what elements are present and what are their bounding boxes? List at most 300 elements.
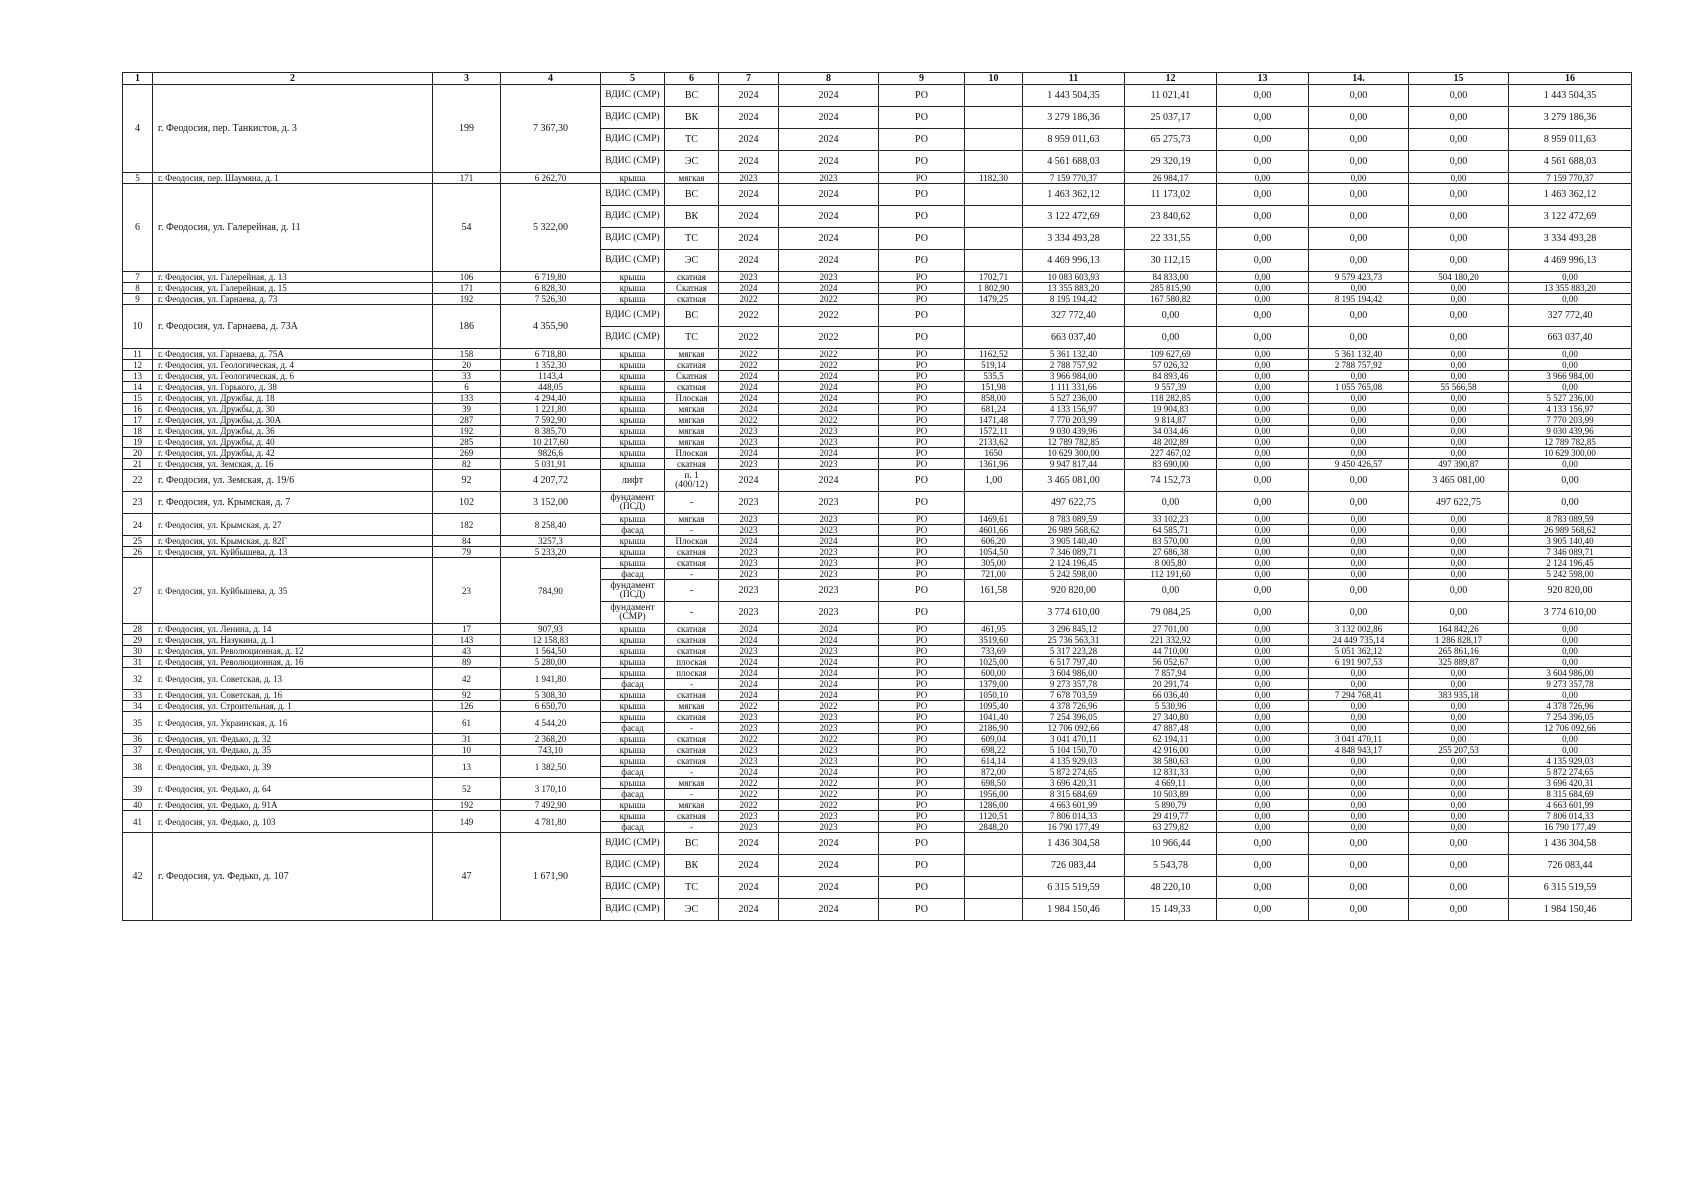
column-12-cell: 5 890,79: [1125, 800, 1217, 811]
column-8-cell: 2022: [779, 778, 879, 789]
column-16-cell: 0,00: [1509, 294, 1632, 305]
column-8-cell: 2024: [779, 690, 879, 701]
row-number-cell: 16: [123, 404, 153, 415]
column-6-cell: скатная: [665, 646, 719, 657]
column-15-cell: 0,00: [1409, 327, 1509, 349]
column-13-cell: 0,00: [1217, 250, 1309, 272]
column-13-cell: 0,00: [1217, 767, 1309, 778]
column-6-cell: плоская: [665, 668, 719, 679]
column-12-cell: 62 194,11: [1125, 734, 1217, 745]
column-13-cell: 0,00: [1217, 822, 1309, 833]
row-number-cell: 40: [123, 800, 153, 811]
column-9-cell: РО: [879, 624, 965, 635]
column-4-cell: 6 828,30: [501, 283, 601, 294]
column-13-cell: 0,00: [1217, 360, 1309, 371]
column-13-cell: 0,00: [1217, 283, 1309, 294]
table-row: [123, 283, 1632, 294]
table-row: [123, 657, 1632, 668]
column-3-cell: 20: [433, 360, 501, 371]
column-10-cell: 2186,90: [965, 723, 1023, 734]
column-11-cell: 5 317 223,28: [1023, 646, 1125, 657]
column-11-cell: 1 984 150,46: [1023, 899, 1125, 921]
column-12-cell: 65 275,73: [1125, 129, 1217, 151]
column-11-cell: 9 273 357,78: [1023, 679, 1125, 690]
column-15-cell: 0,00: [1409, 206, 1509, 228]
column-15-cell: 0,00: [1409, 756, 1509, 767]
column-15-cell: 0,00: [1409, 184, 1509, 206]
address-cell: г. Феодосия, ул. Федько, д. 103: [153, 811, 433, 833]
column-12-cell: 56 052,67: [1125, 657, 1217, 668]
column-8-cell: 2023: [779, 437, 879, 448]
column-15-cell: 0,00: [1409, 536, 1509, 547]
column-16-cell: 0,00: [1509, 646, 1632, 657]
column-8-cell: 2022: [779, 800, 879, 811]
column-9-cell: РО: [879, 283, 965, 294]
column-6-cell: ВК: [665, 107, 719, 129]
column-4-cell: 4 544,20: [501, 712, 601, 734]
column-3-cell: 61: [433, 712, 501, 734]
column-10-cell: [965, 833, 1023, 855]
column-15-cell: 0,00: [1409, 877, 1509, 899]
column-10-cell: 1050,10: [965, 690, 1023, 701]
column-15-cell: 0,00: [1409, 789, 1509, 800]
column-11-cell: 4 469 996,13: [1023, 250, 1125, 272]
column-14-cell: 0,00: [1309, 855, 1409, 877]
column-5-cell: крыша: [601, 778, 665, 789]
column-3-cell: 192: [433, 800, 501, 811]
column-10-cell: [965, 228, 1023, 250]
row-number-cell: 38: [123, 756, 153, 778]
column-11-cell: 7 770 203,99: [1023, 415, 1125, 426]
column-12-cell: 38 580,63: [1125, 756, 1217, 767]
column-number-8: 8: [779, 73, 879, 85]
column-7-cell: 2023: [719, 272, 779, 283]
column-4-cell: 1 941,80: [501, 668, 601, 690]
row-number-cell: 33: [123, 690, 153, 701]
column-9-cell: РО: [879, 756, 965, 767]
column-14-cell: 6 191 907,53: [1309, 657, 1409, 668]
table-row: [123, 85, 1632, 107]
column-number-1: 1: [123, 73, 153, 85]
column-3-cell: 158: [433, 349, 501, 360]
column-5-cell: ВДИС (СМР): [601, 250, 665, 272]
column-13-cell: 0,00: [1217, 723, 1309, 734]
column-6-cell: мягкая: [665, 701, 719, 712]
column-13-cell: 0,00: [1217, 657, 1309, 668]
column-7-cell: 2024: [719, 206, 779, 228]
column-5-cell: крыша: [601, 459, 665, 470]
column-3-cell: 17: [433, 624, 501, 635]
column-16-cell: 0,00: [1509, 382, 1632, 393]
table-row: [123, 404, 1632, 415]
column-16-cell: 9 030 439,96: [1509, 426, 1632, 437]
column-10-cell: 1054,50: [965, 547, 1023, 558]
column-4-cell: 1143,4: [501, 371, 601, 382]
column-14-cell: 0,00: [1309, 899, 1409, 921]
column-7-cell: 2024: [719, 679, 779, 690]
column-14-cell: 0,00: [1309, 822, 1409, 833]
row-number-cell: 12: [123, 360, 153, 371]
column-5-cell: фасад: [601, 525, 665, 536]
row-number-cell: 15: [123, 393, 153, 404]
column-5-cell: ВДИС (СМР): [601, 305, 665, 327]
column-13-cell: 0,00: [1217, 437, 1309, 448]
address-cell: г. Феодосия, ул. Крымская, д. 27: [153, 514, 433, 536]
column-6-cell: мягкая: [665, 800, 719, 811]
column-3-cell: 31: [433, 734, 501, 745]
address-cell: г. Феодосия, пер. Шаумяна, д. 1: [153, 173, 433, 184]
address-cell: г. Феодосия, ул. Галерейная, д. 11: [153, 184, 433, 272]
column-12-cell: 7 857,94: [1125, 668, 1217, 679]
column-11-cell: 10 083 603,93: [1023, 272, 1125, 283]
column-12-cell: 47 887,48: [1125, 723, 1217, 734]
column-15-cell: 0,00: [1409, 811, 1509, 822]
column-13-cell: 0,00: [1217, 514, 1309, 525]
column-number-6: 6: [665, 73, 719, 85]
column-15-cell: 0,00: [1409, 723, 1509, 734]
column-13-cell: 0,00: [1217, 349, 1309, 360]
column-8-cell: 2022: [779, 360, 879, 371]
column-4-cell: 6 718,80: [501, 349, 601, 360]
column-8-cell: 2023: [779, 580, 879, 602]
column-number-7: 7: [719, 73, 779, 85]
column-15-cell: 0,00: [1409, 602, 1509, 624]
column-11-cell: 5 527 236,00: [1023, 393, 1125, 404]
column-14-cell: 0,00: [1309, 85, 1409, 107]
column-8-cell: 2024: [779, 877, 879, 899]
column-8-cell: 2023: [779, 602, 879, 624]
address-cell: г. Феодосия, ул. Строительная, д. 1: [153, 701, 433, 712]
column-16-cell: 1 436 304,58: [1509, 833, 1632, 855]
column-9-cell: РО: [879, 547, 965, 558]
table-row: [123, 415, 1632, 426]
column-7-cell: 2024: [719, 657, 779, 668]
column-13-cell: 0,00: [1217, 85, 1309, 107]
table-row: [123, 624, 1632, 635]
row-number-cell: 6: [123, 184, 153, 272]
column-12-cell: 285 815,90: [1125, 283, 1217, 294]
column-14-cell: 0,00: [1309, 877, 1409, 899]
column-10-cell: 1162,52: [965, 349, 1023, 360]
row-number-cell: 5: [123, 173, 153, 184]
column-6-cell: мягкая: [665, 415, 719, 426]
column-12-cell: 11 021,41: [1125, 85, 1217, 107]
column-12-cell: 84 833,00: [1125, 272, 1217, 283]
column-5-cell: ВДИС (СМР): [601, 206, 665, 228]
address-cell: г. Феодосия, ул. Советская, д. 13: [153, 668, 433, 690]
column-8-cell: 2022: [779, 789, 879, 800]
column-15-cell: 255 207,53: [1409, 745, 1509, 756]
column-4-cell: 1 221,80: [501, 404, 601, 415]
column-5-cell: ВДИС (СМР): [601, 327, 665, 349]
column-12-cell: 10 966,44: [1125, 833, 1217, 855]
column-5-cell: лифт: [601, 470, 665, 492]
column-5-cell: крыша: [601, 635, 665, 646]
column-5-cell: ВДИС (СМР): [601, 228, 665, 250]
row-number-cell: 34: [123, 701, 153, 712]
column-7-cell: 2024: [719, 250, 779, 272]
column-9-cell: РО: [879, 349, 965, 360]
column-12-cell: 25 037,17: [1125, 107, 1217, 129]
column-16-cell: 12 706 092,66: [1509, 723, 1632, 734]
column-6-cell: п. 1 (400/12): [665, 470, 719, 492]
column-14-cell: 0,00: [1309, 580, 1409, 602]
column-8-cell: 2023: [779, 569, 879, 580]
column-15-cell: 0,00: [1409, 701, 1509, 712]
table-row: [123, 360, 1632, 371]
column-11-cell: 2 124 196,45: [1023, 558, 1125, 569]
column-13-cell: 0,00: [1217, 470, 1309, 492]
column-16-cell: 4 469 996,13: [1509, 250, 1632, 272]
column-13-cell: 0,00: [1217, 448, 1309, 459]
column-15-cell: 265 861,16: [1409, 646, 1509, 657]
column-14-cell: 4 848 943,17: [1309, 745, 1409, 756]
column-7-cell: 2023: [719, 492, 779, 514]
column-11-cell: 3 122 472,69: [1023, 206, 1125, 228]
row-number-cell: 26: [123, 547, 153, 558]
column-11-cell: 1 111 331,66: [1023, 382, 1125, 393]
column-11-cell: 1 443 504,35: [1023, 85, 1125, 107]
column-12-cell: 29 320,19: [1125, 151, 1217, 173]
column-12-cell: 63 279,82: [1125, 822, 1217, 833]
column-9-cell: РО: [879, 294, 965, 305]
column-6-cell: мягкая: [665, 426, 719, 437]
column-6-cell: скатная: [665, 745, 719, 756]
table-row: [123, 371, 1632, 382]
column-11-cell: 3 465 081,00: [1023, 470, 1125, 492]
column-16-cell: 6 315 519,59: [1509, 877, 1632, 899]
column-14-cell: 0,00: [1309, 492, 1409, 514]
column-10-cell: [965, 151, 1023, 173]
column-7-cell: 2023: [719, 173, 779, 184]
column-8-cell: 2023: [779, 525, 879, 536]
column-9-cell: РО: [879, 877, 965, 899]
column-11-cell: 2 788 757,92: [1023, 360, 1125, 371]
column-9-cell: РО: [879, 393, 965, 404]
column-number-5: 5: [601, 73, 665, 85]
column-6-cell: ВК: [665, 855, 719, 877]
column-14-cell: 0,00: [1309, 767, 1409, 778]
column-4-cell: 4 355,90: [501, 305, 601, 349]
column-7-cell: 2024: [719, 877, 779, 899]
column-12-cell: 0,00: [1125, 492, 1217, 514]
row-number-cell: 10: [123, 305, 153, 349]
column-9-cell: РО: [879, 129, 965, 151]
column-10-cell: 151,98: [965, 382, 1023, 393]
table-row: [123, 701, 1632, 712]
column-11-cell: 3 966 984,00: [1023, 371, 1125, 382]
address-cell: г. Феодосия, ул. Революционная, д. 12: [153, 646, 433, 657]
column-9-cell: РО: [879, 514, 965, 525]
column-9-cell: РО: [879, 85, 965, 107]
column-10-cell: 1702,71: [965, 272, 1023, 283]
column-14-cell: 0,00: [1309, 811, 1409, 822]
column-7-cell: 2024: [719, 624, 779, 635]
column-9-cell: РО: [879, 426, 965, 437]
column-9-cell: РО: [879, 448, 965, 459]
column-10-cell: [965, 85, 1023, 107]
column-14-cell: 0,00: [1309, 668, 1409, 679]
table-row: [123, 184, 1632, 206]
column-14-cell: 0,00: [1309, 547, 1409, 558]
column-13-cell: 0,00: [1217, 800, 1309, 811]
column-5-cell: крыша: [601, 536, 665, 547]
column-7-cell: 2024: [719, 855, 779, 877]
column-10-cell: [965, 305, 1023, 327]
column-12-cell: 19 904,83: [1125, 404, 1217, 415]
column-5-cell: крыша: [601, 349, 665, 360]
column-14-cell: 8 195 194,42: [1309, 294, 1409, 305]
column-14-cell: 7 294 768,41: [1309, 690, 1409, 701]
column-5-cell: крыша: [601, 294, 665, 305]
column-11-cell: 8 315 684,69: [1023, 789, 1125, 800]
column-3-cell: 47: [433, 833, 501, 921]
row-number-cell: 29: [123, 635, 153, 646]
column-3-cell: 79: [433, 547, 501, 558]
column-12-cell: 84 893,46: [1125, 371, 1217, 382]
column-3-cell: 39: [433, 404, 501, 415]
column-14-cell: 0,00: [1309, 129, 1409, 151]
table-row: [123, 173, 1632, 184]
column-5-cell: фундамент (ПСД): [601, 580, 665, 602]
column-4-cell: 4 207,72: [501, 470, 601, 492]
address-cell: г. Феодосия, ул. Дружбы, д. 36: [153, 426, 433, 437]
column-12-cell: 66 036,40: [1125, 690, 1217, 701]
column-3-cell: 54: [433, 184, 501, 272]
column-13-cell: 0,00: [1217, 734, 1309, 745]
column-10-cell: 606,20: [965, 536, 1023, 547]
column-13-cell: 0,00: [1217, 701, 1309, 712]
column-14-cell: 24 449 735,14: [1309, 635, 1409, 646]
column-9-cell: РО: [879, 228, 965, 250]
column-5-cell: крыша: [601, 426, 665, 437]
column-15-cell: 0,00: [1409, 448, 1509, 459]
column-7-cell: 2024: [719, 107, 779, 129]
column-15-cell: 0,00: [1409, 173, 1509, 184]
column-12-cell: 9 557,39: [1125, 382, 1217, 393]
column-6-cell: ВС: [665, 85, 719, 107]
column-3-cell: 102: [433, 492, 501, 514]
column-12-cell: 109 627,69: [1125, 349, 1217, 360]
address-cell: г. Феодосия, ул. Куйбышева, д. 35: [153, 558, 433, 624]
column-16-cell: 1 443 504,35: [1509, 85, 1632, 107]
column-11-cell: 8 195 194,42: [1023, 294, 1125, 305]
column-3-cell: 13: [433, 756, 501, 778]
column-7-cell: 2024: [719, 404, 779, 415]
column-4-cell: 3 170,10: [501, 778, 601, 800]
column-6-cell: -: [665, 822, 719, 833]
column-14-cell: 0,00: [1309, 173, 1409, 184]
column-8-cell: 2024: [779, 404, 879, 415]
column-11-cell: 3 905 140,40: [1023, 536, 1125, 547]
column-7-cell: 2022: [719, 360, 779, 371]
column-12-cell: 44 710,00: [1125, 646, 1217, 657]
column-13-cell: 0,00: [1217, 151, 1309, 173]
column-12-cell: 0,00: [1125, 580, 1217, 602]
column-16-cell: 920 820,00: [1509, 580, 1632, 602]
column-14-cell: 9 579 423,73: [1309, 272, 1409, 283]
column-9-cell: РО: [879, 602, 965, 624]
column-12-cell: 27 686,38: [1125, 547, 1217, 558]
address-cell: г. Феодосия, ул. Дружбы, д. 30: [153, 404, 433, 415]
column-16-cell: 10 629 300,00: [1509, 448, 1632, 459]
column-15-cell: 0,00: [1409, 800, 1509, 811]
column-11-cell: 16 790 177,49: [1023, 822, 1125, 833]
column-number-9: 9: [879, 73, 965, 85]
column-8-cell: 2024: [779, 107, 879, 129]
table-row: [123, 514, 1632, 525]
table-row: [123, 646, 1632, 657]
table-row: [123, 448, 1632, 459]
column-5-cell: крыша: [601, 547, 665, 558]
column-8-cell: 2024: [779, 679, 879, 690]
column-5-cell: фасад: [601, 789, 665, 800]
column-10-cell: [965, 877, 1023, 899]
address-cell: г. Феодосия, ул. Галерейная, д. 15: [153, 283, 433, 294]
column-3-cell: 182: [433, 514, 501, 536]
column-5-cell: крыша: [601, 393, 665, 404]
column-14-cell: 0,00: [1309, 679, 1409, 690]
column-15-cell: 0,00: [1409, 580, 1509, 602]
column-6-cell: скатная: [665, 294, 719, 305]
column-5-cell: крыша: [601, 360, 665, 371]
column-3-cell: 149: [433, 811, 501, 833]
column-16-cell: 7 770 203,99: [1509, 415, 1632, 426]
column-8-cell: 2024: [779, 371, 879, 382]
column-15-cell: 0,00: [1409, 305, 1509, 327]
column-14-cell: 0,00: [1309, 789, 1409, 800]
column-9-cell: РО: [879, 822, 965, 833]
column-5-cell: ВДИС (СМР): [601, 833, 665, 855]
column-6-cell: скатная: [665, 272, 719, 283]
address-cell: г. Феодосия, ул. Федько, д. 107: [153, 833, 433, 921]
column-11-cell: 12 789 782,85: [1023, 437, 1125, 448]
table-row: [123, 492, 1632, 514]
column-13-cell: 0,00: [1217, 272, 1309, 283]
column-16-cell: 1 463 362,12: [1509, 184, 1632, 206]
table-row: [123, 745, 1632, 756]
column-11-cell: 6 517 797,40: [1023, 657, 1125, 668]
column-16-cell: 3 604 986,00: [1509, 668, 1632, 679]
column-4-cell: 7 492,90: [501, 800, 601, 811]
address-cell: г. Феодосия, ул. Дружбы, д. 42: [153, 448, 433, 459]
column-10-cell: [965, 602, 1023, 624]
table-row: [123, 305, 1632, 327]
column-16-cell: 327 772,40: [1509, 305, 1632, 327]
column-8-cell: 2022: [779, 305, 879, 327]
column-9-cell: РО: [879, 789, 965, 800]
column-12-cell: 48 220,10: [1125, 877, 1217, 899]
column-8-cell: 2024: [779, 250, 879, 272]
column-8-cell: 2022: [779, 415, 879, 426]
column-11-cell: 4 561 688,03: [1023, 151, 1125, 173]
column-12-cell: 11 173,02: [1125, 184, 1217, 206]
column-4-cell: 743,10: [501, 745, 601, 756]
table-body: [123, 85, 1632, 921]
column-5-cell: крыша: [601, 173, 665, 184]
column-9-cell: РО: [879, 536, 965, 547]
column-16-cell: 663 037,40: [1509, 327, 1632, 349]
column-12-cell: 48 202,89: [1125, 437, 1217, 448]
column-6-cell: -: [665, 679, 719, 690]
column-6-cell: скатная: [665, 635, 719, 646]
column-5-cell: фасад: [601, 569, 665, 580]
row-number-cell: 30: [123, 646, 153, 657]
column-14-cell: 0,00: [1309, 415, 1409, 426]
column-6-cell: скатная: [665, 690, 719, 701]
column-7-cell: 2024: [719, 151, 779, 173]
column-7-cell: 2023: [719, 547, 779, 558]
